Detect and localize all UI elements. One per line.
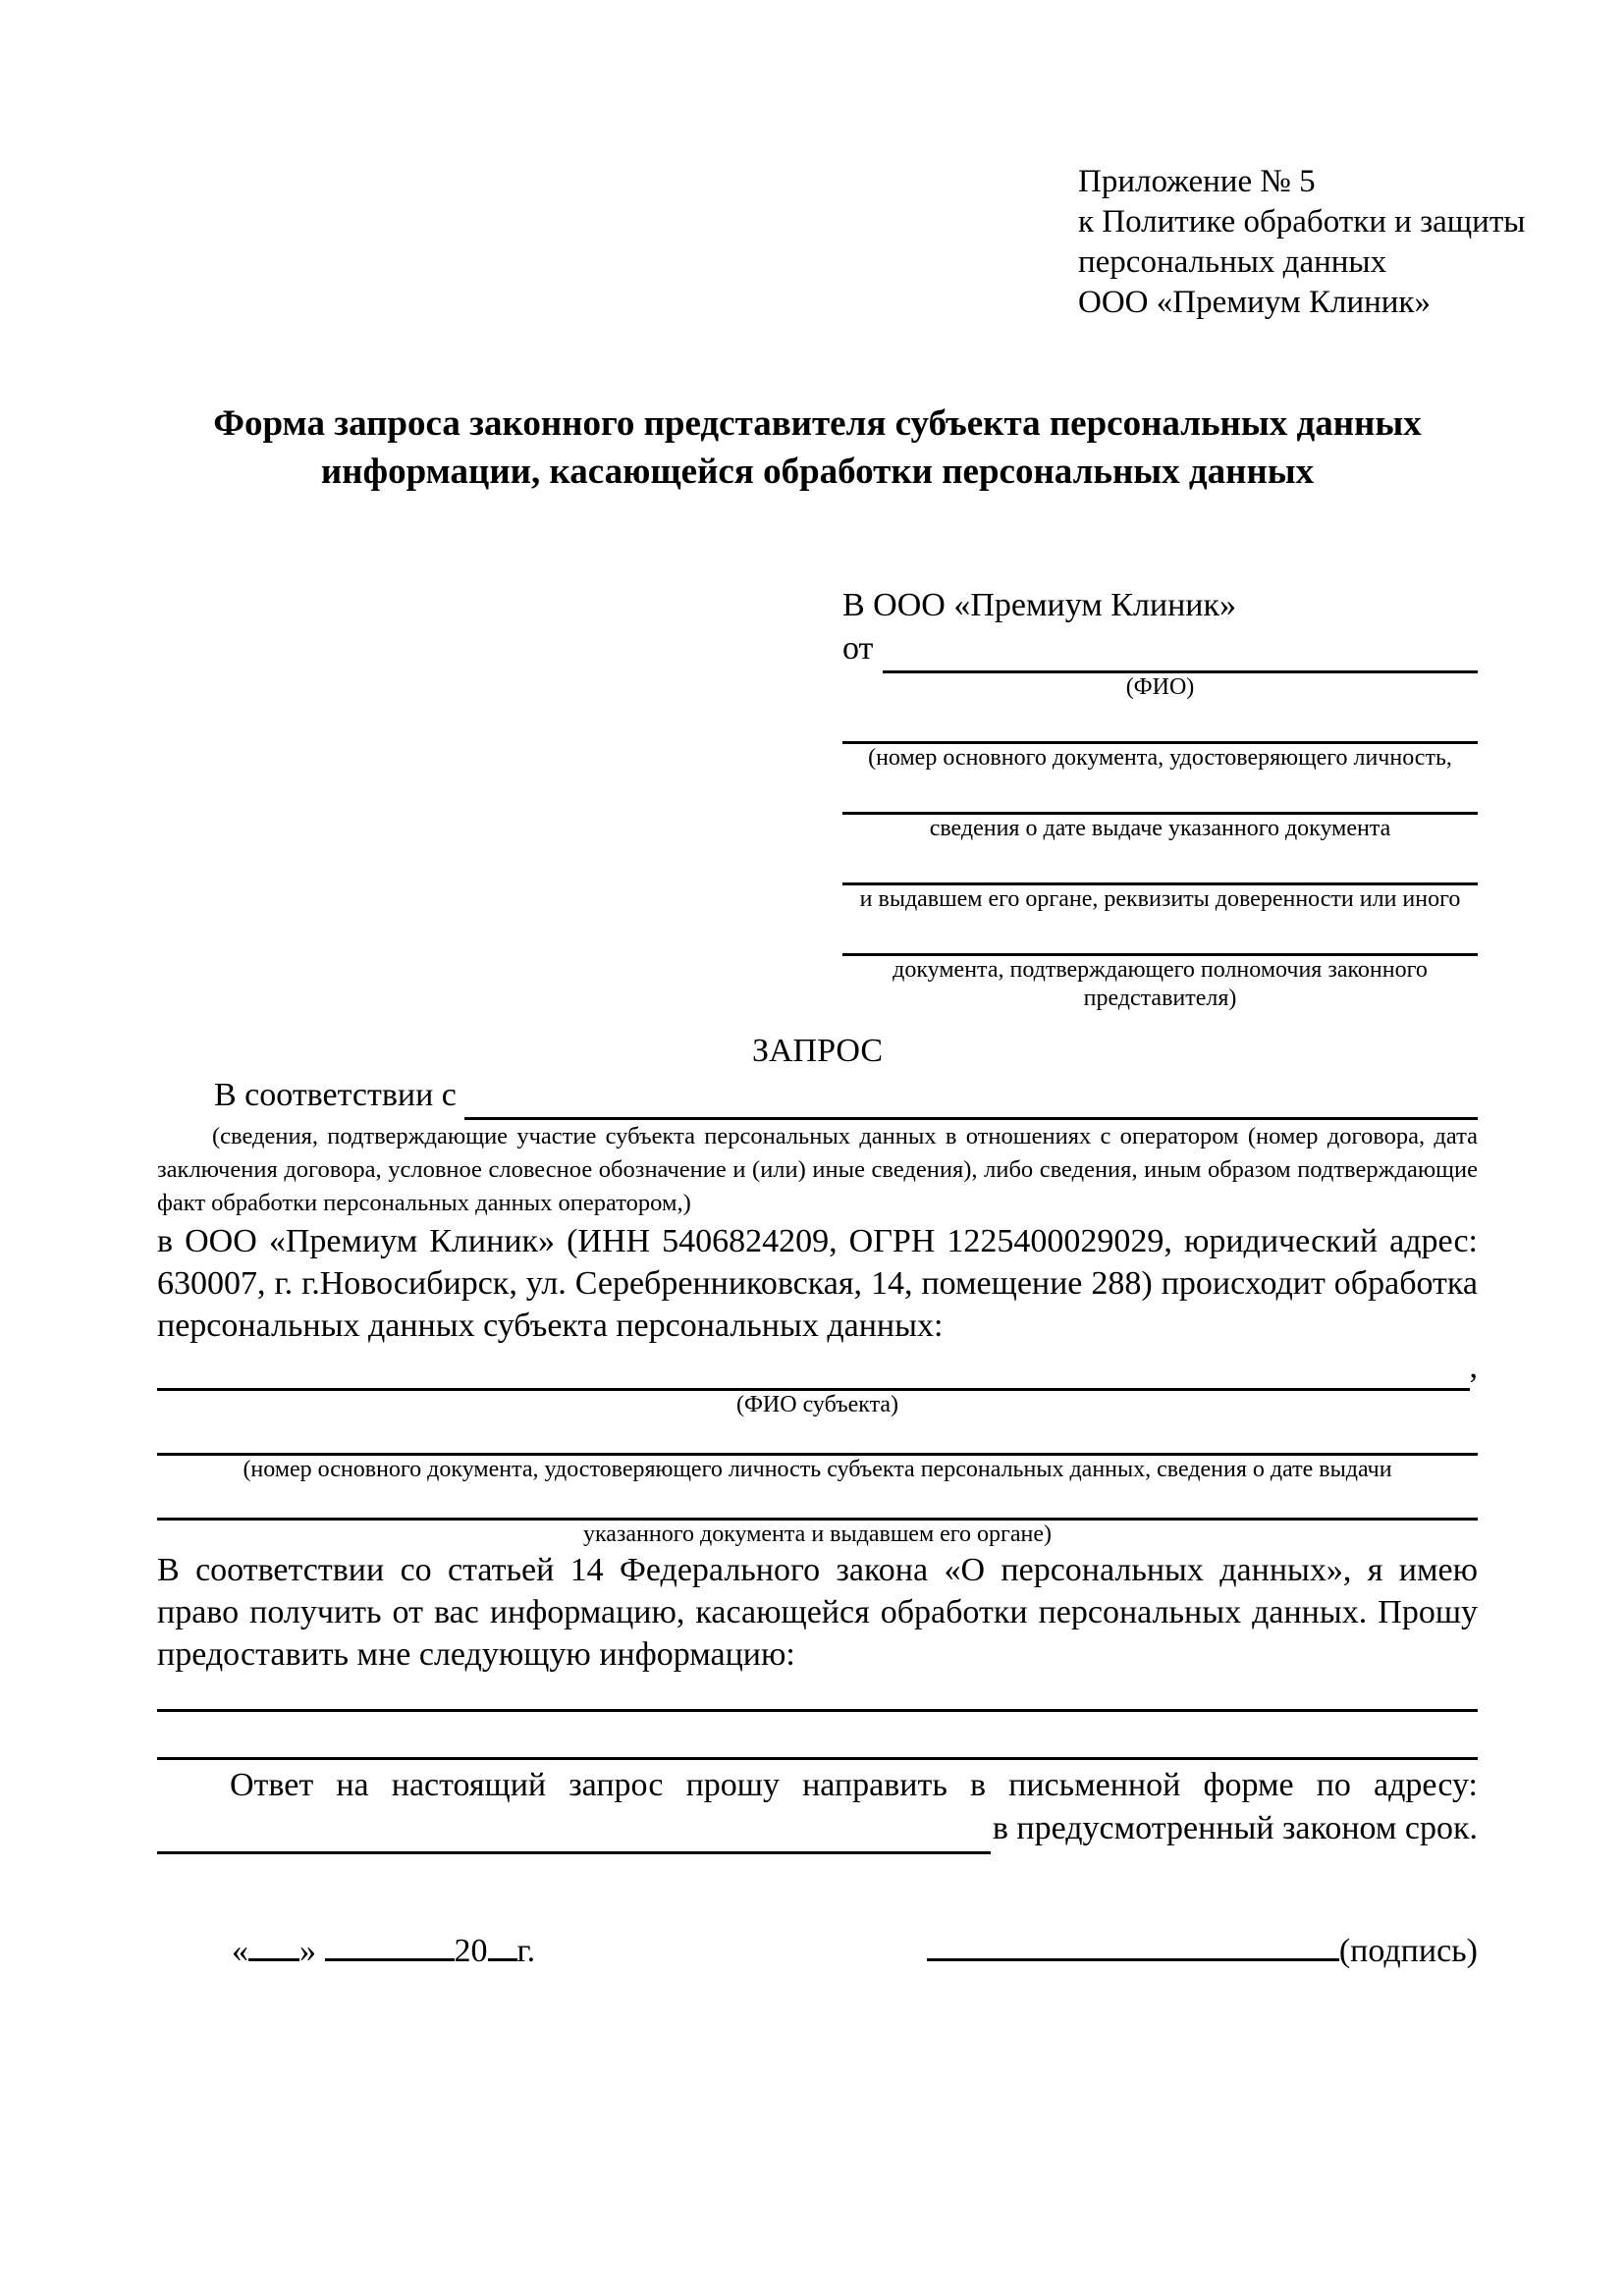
subject-doc-blank-line-1 bbox=[157, 1419, 1478, 1456]
subject-comma: , bbox=[1469, 1349, 1478, 1385]
representative-doc-field-1 bbox=[842, 702, 1478, 773]
representative-doc-field-3 bbox=[842, 843, 1478, 914]
addressee-block bbox=[842, 584, 1478, 1013]
appendix-line-2: к Политике обработки и защиты bbox=[1078, 204, 1526, 240]
date-year-blank bbox=[488, 1915, 517, 1961]
form-title: Форма запроса законного представителя субъекта персональных данных информации, касающейся обработки персональных данных bbox=[213, 403, 1422, 492]
law-paragraph: В соответствии со статьей 14 Федерального закона «О персональных данных», я имею право получить от вас информацию, касающейся обработки персональных данных. Прошу предоставить мне следующую информацию: bbox=[157, 1552, 1478, 1673]
date-year-prefix: 20 bbox=[454, 1933, 488, 1969]
representative-doc-field-2 bbox=[842, 773, 1478, 843]
addressee-org: В ООО «Премиум Клиник» bbox=[842, 587, 1237, 623]
date-year-suffix: г. bbox=[516, 1933, 536, 1969]
doc-caption-2: сведения о дате выдаче указанного документа bbox=[929, 816, 1391, 841]
lead-caption: (сведения, подтверждающие участие субъекта персональных данных в отношениях с оператором (номер договора, дата заключения договора, условное словесное обозначение и (или) иные сведения), либо сведения, иным образом подтверждающие факт обработки персональных данных оператором,) bbox=[157, 1123, 1478, 1216]
date-day-blank bbox=[248, 1915, 299, 1961]
answer-address-row bbox=[157, 1806, 1478, 1854]
date-close-quote: » bbox=[299, 1933, 316, 1969]
subject-doc-blank-line-2 bbox=[157, 1484, 1478, 1521]
from-blank-line bbox=[883, 627, 1478, 673]
doc-caption-4: документа, подтверждающего полномочия законного представителя) bbox=[893, 957, 1428, 1011]
subject-fio-caption: (ФИО субъекта) bbox=[735, 1392, 899, 1417]
request-heading: ЗАПРОС bbox=[751, 1033, 884, 1069]
blank-line bbox=[842, 702, 1478, 744]
from-label: от bbox=[842, 630, 874, 667]
doc-caption-3: и выдавшем его органе, реквизиты доверенности или иного bbox=[859, 886, 1461, 912]
subject-fio-blank-line bbox=[157, 1347, 1470, 1391]
blank-line bbox=[842, 914, 1478, 956]
information-blank-line-1 bbox=[157, 1676, 1478, 1712]
lead-text: В соответствии с bbox=[214, 1077, 457, 1113]
information-blank-line-2 bbox=[157, 1712, 1478, 1760]
subject-doc-caption-1: (номер основного документа, удостоверяющего личность субъекта персональных данных, сведения о дате выдачи bbox=[243, 1457, 1392, 1482]
appendix-line-4: ООО «Премиум Клиник» bbox=[1078, 285, 1431, 320]
date-signature-row bbox=[157, 1915, 1478, 1973]
representative-doc-field-4 bbox=[842, 914, 1478, 1013]
appendix-line-3: персональных данных bbox=[1078, 244, 1387, 280]
blank-line bbox=[842, 773, 1478, 815]
from-row bbox=[842, 627, 1478, 673]
fio-caption: (ФИО) bbox=[1125, 674, 1195, 700]
signature-caption: (подпись) bbox=[1338, 1933, 1478, 1969]
blank-line bbox=[842, 843, 1478, 885]
signature-blank-line bbox=[927, 1915, 1339, 1961]
date-month-blank bbox=[325, 1915, 455, 1961]
doc-caption-1: (номер основного документа, удостоверяющего личность, bbox=[868, 745, 1452, 771]
lead-row bbox=[157, 1074, 1478, 1120]
subject-doc-caption-2: указанного документа и выдавшем его органе) bbox=[582, 1522, 1053, 1547]
answer-paragraph: Ответ на настоящий запрос прошу направить в письменной форме по адресу: bbox=[230, 1767, 1478, 1803]
appendix-line-1: Приложение № 5 bbox=[1078, 164, 1316, 199]
date-field bbox=[232, 1915, 535, 1973]
address-blank-line bbox=[157, 1806, 991, 1854]
answer-tail: в предусмотренный законом срок. bbox=[992, 1810, 1478, 1846]
appendix-block bbox=[1078, 162, 1526, 323]
subject-fio-row bbox=[157, 1347, 1478, 1391]
operator-paragraph: в ООО «Премиум Клиник» (ИНН 5406824209, ОГРН 1225400029029, юридический адрес: 630007, г. г.Новосибирск, ул. Серебренниковская, 14, помещение 288) происходит обработка персональных данных субъекта персональных данных: bbox=[157, 1223, 1478, 1344]
signature-field bbox=[927, 1915, 1478, 1973]
date-open-quote: « bbox=[232, 1933, 248, 1969]
lead-blank-line bbox=[464, 1074, 1478, 1120]
